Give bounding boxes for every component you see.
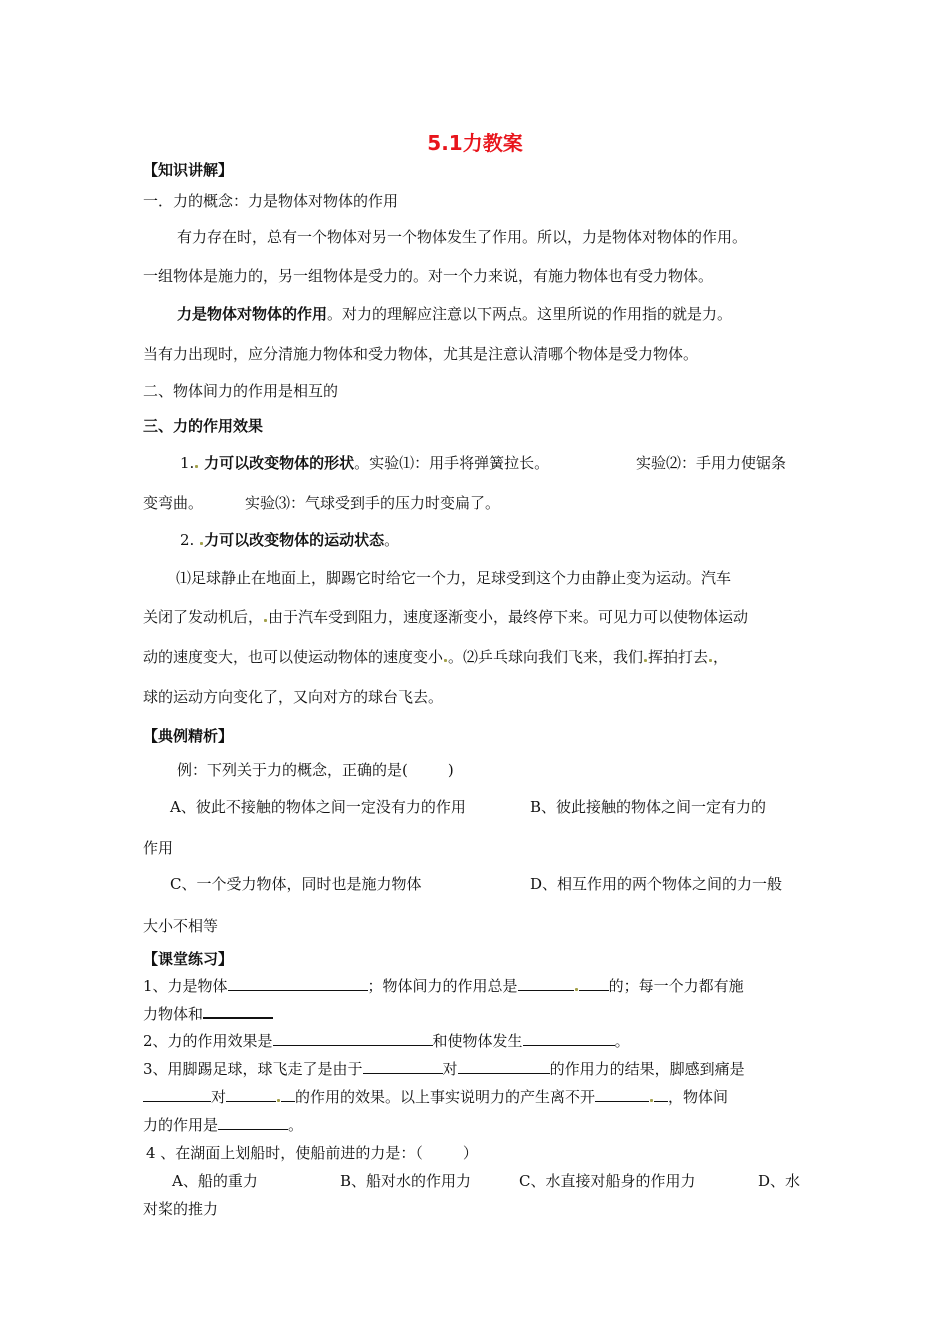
practice-q3 — [143, 1059, 745, 1079]
text-run: 。 — [614, 1032, 630, 1050]
practice-q1-continued — [143, 1003, 273, 1024]
text-run: ， — [713, 648, 729, 666]
practice-q3-continued — [143, 1087, 728, 1107]
option-c: C、一个受力物体，同时也是施力物体 — [170, 875, 422, 893]
item-number: 1. — [180, 454, 195, 472]
text-run: 动的速度变大，也可以使运动物体的速度变小 — [143, 648, 444, 666]
text-run: 的作用力的结果，脚感到痛是 — [549, 1060, 745, 1078]
answer-blank — [226, 1087, 276, 1102]
paragraph-line — [143, 607, 748, 627]
mark-dot — [200, 542, 203, 545]
mark-dot — [644, 659, 647, 662]
text-run: 的；每一个力都有施 — [608, 977, 744, 995]
paragraph-line — [180, 453, 549, 473]
text-run: 2、力的作用效果是 — [143, 1032, 273, 1050]
option-d: D、相互作用的两个物体之间的力一般 — [530, 875, 783, 893]
text-run: ） — [462, 1144, 478, 1162]
option-d-continued: 大小不相等 — [143, 917, 219, 935]
text-run: 4 、在湖面上划船时，使船前进的力是：（ — [146, 1144, 423, 1162]
paragraph-line — [143, 647, 728, 667]
paragraph-mutual-force: 二、物体间力的作用是相互的 — [143, 382, 339, 400]
text-run: 力的作用是 — [143, 1116, 219, 1134]
paragraph-line: 一组物体是施力的，另一组物体是受力的。对一个力来说，有施力物体也有受力物体。 — [143, 267, 714, 285]
paragraph-line: 球的运动方向变化了，又向对方的球台飞去。 — [143, 688, 444, 706]
paragraph-line: 有力存在时，总有一个物体对另一个物体发生了作用。所以，力是物体对物体的作用。 — [177, 228, 748, 246]
practice-q3-end — [143, 1115, 303, 1135]
option-b: B、彼此接触的物体之间一定有力的 — [530, 798, 767, 816]
text-run: 。 — [288, 1116, 304, 1134]
text-run: 。⑵乒乓球向我们飞来，我们 — [448, 648, 644, 666]
text-run: 。实验⑴：用手将弹簧拉长。 — [354, 454, 550, 472]
answer-blank — [218, 1115, 288, 1130]
practice-q1 — [143, 976, 744, 996]
q4-option-b: B、船对水的作用力 — [340, 1172, 472, 1190]
bold-phrase: 力可以改变物体的形状 — [204, 454, 355, 472]
text-run: 的作用的效果。以上事实说明力的产生离不开 — [295, 1088, 596, 1106]
text-run: ) — [447, 761, 454, 779]
text-run: 和使物体发生 — [432, 1032, 523, 1050]
paragraph-line: ⑴足球静止在地面上，脚踢它时给它一个力，足球受到这个力由静止变为运动。汽车 — [176, 569, 732, 587]
mark-dot — [264, 619, 267, 622]
text-run: 3、用脚踢足球，球飞走了是由于 — [143, 1060, 363, 1078]
answer-blank — [281, 1087, 295, 1102]
section-heading-knowledge: 【知识讲解】 — [143, 161, 234, 179]
section-heading-practice: 【课堂练习】 — [143, 950, 234, 968]
text-run: 实验⑶：气球受到手的压力时变扁了。 — [245, 494, 501, 512]
paragraph-line — [177, 304, 732, 324]
paragraph-line: 当有力出现时，应分清施力物体和受力物体，尤其是注意认清哪个物体是受力物体。 — [143, 345, 699, 363]
text-run: 例：下列关于力的概念，正确的是( — [177, 761, 408, 779]
answer-blank — [203, 1003, 273, 1019]
answer-blank — [143, 1087, 211, 1102]
q4-option-a: A、船的重力 — [172, 1172, 258, 1190]
text-run: 挥拍打去 — [648, 648, 709, 666]
text-run: 变弯曲。 — [143, 494, 204, 512]
text-run: 对 — [211, 1088, 227, 1106]
text-run: 对 — [442, 1060, 458, 1078]
text-run: 关闭了发动机后， — [143, 608, 264, 626]
q4-option-c: C、水直接对船身的作用力 — [519, 1172, 696, 1190]
q4-option-d-continued: 对桨的推力 — [143, 1200, 219, 1218]
paragraph-line — [180, 530, 399, 550]
mark-dot — [575, 988, 578, 991]
mark-dot — [709, 659, 712, 662]
practice-q4 — [146, 1143, 478, 1163]
text-run: ；物体间力的作用总是 — [367, 977, 518, 995]
subheading-force-effects: 三、力的作用效果 — [143, 417, 264, 435]
text-run: 由于汽车受到阻力，速度逐渐变小，最终停下来。可见力可以使物体运动 — [268, 608, 749, 626]
answer-blank — [595, 1087, 649, 1102]
option-b-continued: 作用 — [143, 839, 174, 857]
item-number: 2. — [180, 531, 195, 549]
text-run: 1、力是物体 — [143, 977, 228, 995]
q4-option-d: D、水 — [758, 1172, 801, 1190]
mark-dot — [195, 465, 198, 468]
mark-dot — [650, 1099, 653, 1102]
text-run: 。对力的理解应注意以下两点。这里所说的作用指的就是力。 — [327, 305, 733, 323]
bold-phrase: 力是物体对物体的作用 — [177, 305, 328, 323]
text-run: 实验⑵：手用力使锯条 — [636, 454, 787, 472]
answer-blank — [579, 976, 609, 991]
answer-blank — [523, 1031, 615, 1046]
text-run: ，物体间 — [668, 1088, 729, 1106]
paragraph-force-concept: 一．力的概念：力是物体对物体的作用 — [143, 192, 399, 210]
page-title: 5.1力教案 — [427, 131, 523, 155]
mark-dot — [444, 659, 447, 662]
section-heading-examples: 【典例精析】 — [143, 727, 234, 745]
answer-blank — [228, 976, 368, 991]
answer-blank — [363, 1059, 443, 1074]
answer-blank — [518, 976, 574, 991]
answer-blank — [654, 1087, 668, 1102]
option-a: A、彼此不接触的物体之间一定没有力的作用 — [170, 798, 466, 816]
answer-blank — [458, 1059, 550, 1074]
bold-phrase: 力可以改变物体的运动状态 — [204, 531, 385, 549]
text-run: 。 — [384, 531, 400, 549]
answer-blank — [273, 1031, 433, 1046]
text-run: 力物体和 — [143, 1005, 204, 1023]
mark-dot — [277, 1099, 280, 1102]
practice-q2 — [143, 1031, 630, 1051]
example-question — [177, 760, 454, 780]
